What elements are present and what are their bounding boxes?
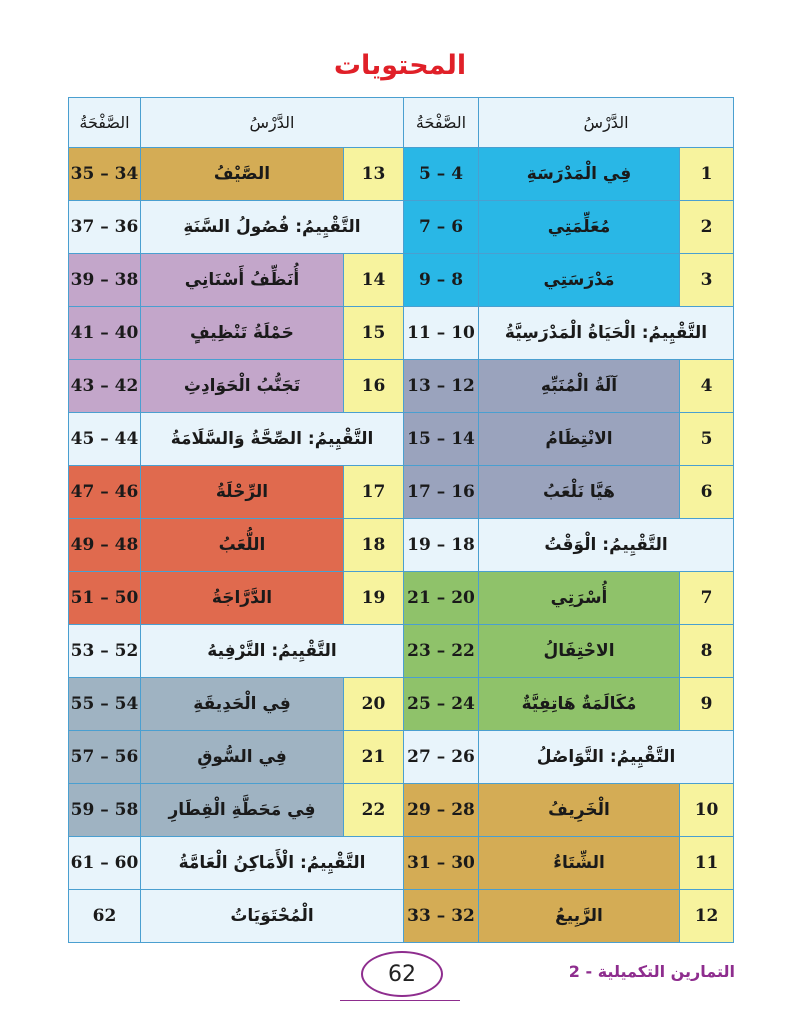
lesson-pages: 62: [69, 890, 141, 943]
footer-divider: [340, 1000, 460, 1001]
table-row: [69, 731, 734, 784]
lesson-pages: 18 – 19: [404, 519, 479, 572]
table-row: [69, 784, 734, 837]
lesson-number: 8: [680, 625, 734, 678]
header-left-lesson: الدَّرْسُ: [141, 98, 404, 148]
lesson-pages: 16 – 17: [404, 466, 479, 519]
lesson-number: 6: [680, 466, 734, 519]
lesson-title: الْمُحْتَوَيَاتُ: [141, 890, 404, 943]
lesson-title: فِي مَحَطَّةِ الْقِطَارِ: [141, 784, 344, 837]
lesson-title: التَّقْيِيمُ: الْأَمَاكِنُ الْعَامَّةُ: [141, 837, 404, 890]
lesson-number: 2: [680, 201, 734, 254]
lesson-title: التَّقْيِيمُ: التَّوَاصُلُ: [479, 731, 734, 784]
table-row: [69, 625, 734, 678]
lesson-title: الرَّبِيعُ: [479, 890, 680, 943]
book-title: التمارين التكميلية - 2: [568, 962, 735, 981]
lesson-number: 10: [680, 784, 734, 837]
lesson-title: الدَّرَّاجَةُ: [141, 572, 344, 625]
lesson-number: 15: [344, 307, 404, 360]
lesson-number: 9: [680, 678, 734, 731]
lesson-title: فِي الْمَدْرَسَةِ: [479, 148, 680, 201]
lesson-number: 7: [680, 572, 734, 625]
lesson-number: 21: [344, 731, 404, 784]
lesson-pages: 54 – 55: [69, 678, 141, 731]
table-row: [69, 148, 734, 201]
lesson-pages: 12 – 13: [404, 360, 479, 413]
lesson-pages: 20 – 21: [404, 572, 479, 625]
lesson-number: 11: [680, 837, 734, 890]
lesson-number: 18: [344, 519, 404, 572]
lesson-pages: 52 – 53: [69, 625, 141, 678]
lesson-title: هَيَّا نَلْعَبُ: [479, 466, 680, 519]
lesson-pages: 8 – 9: [404, 254, 479, 307]
lesson-title: اللُّعَبُ: [141, 519, 344, 572]
header-left-page: الصَّفْحَةُ: [69, 98, 141, 148]
table-row: [69, 307, 734, 360]
lesson-title: مَدْرَسَتِي: [479, 254, 680, 307]
lesson-number: 12: [680, 890, 734, 943]
lesson-title: التَّقْيِيمُ: التَّرْفِيهُ: [141, 625, 404, 678]
lesson-title: حَمْلَةُ تَنْظِيفٍ: [141, 307, 344, 360]
header-right-lesson: الدَّرْسُ: [479, 98, 734, 148]
table-row: [69, 519, 734, 572]
lesson-title: الاحْتِفَالُ: [479, 625, 680, 678]
lesson-title: مُعَلِّمَتِي: [479, 201, 680, 254]
lesson-pages: 24 – 25: [404, 678, 479, 731]
lesson-pages: 40 – 41: [69, 307, 141, 360]
table-row: [69, 466, 734, 519]
lesson-title: التَّقْيِيمُ: الْحَيَاةُ الْمَدْرَسِيَّةُ: [479, 307, 734, 360]
lesson-number: 5: [680, 413, 734, 466]
lesson-title: الرِّحْلَةُ: [141, 466, 344, 519]
lesson-number: 3: [680, 254, 734, 307]
lesson-number: 22: [344, 784, 404, 837]
lesson-title: آلَةُ الْمُنَبِّهِ: [479, 360, 680, 413]
lesson-number: 13: [344, 148, 404, 201]
lesson-title: مُكَالَمَةٌ هَاتِفِيَّةٌ: [479, 678, 680, 731]
lesson-pages: 38 – 39: [69, 254, 141, 307]
lesson-title: الصَّيْفُ: [141, 148, 344, 201]
lesson-pages: 50 – 51: [69, 572, 141, 625]
lesson-title: التَّقْيِيمُ: الْوَقْتُ: [479, 519, 734, 572]
lesson-number: 19: [344, 572, 404, 625]
table-row: [69, 572, 734, 625]
page-number-badge: 62: [361, 951, 443, 997]
page-title: المحتويات: [333, 50, 467, 81]
lesson-title: فِي السُّوقِ: [141, 731, 344, 784]
lesson-title: الانْتِظَامُ: [479, 413, 680, 466]
table-row: [69, 837, 734, 890]
lesson-pages: 36 – 37: [69, 201, 141, 254]
lesson-pages: 34 – 35: [69, 148, 141, 201]
lesson-title: أُسْرَتِي: [479, 572, 680, 625]
lesson-pages: 30 – 31: [404, 837, 479, 890]
lesson-pages: 26 – 27: [404, 731, 479, 784]
lesson-title: الشِّتَاءُ: [479, 837, 680, 890]
table-row: [69, 201, 734, 254]
lesson-pages: 46 – 47: [69, 466, 141, 519]
lesson-pages: 22 – 23: [404, 625, 479, 678]
lesson-number: 17: [344, 466, 404, 519]
table-row: [69, 678, 734, 731]
lesson-pages: 14 – 15: [404, 413, 479, 466]
lesson-number: 14: [344, 254, 404, 307]
table-row: [69, 254, 734, 307]
lesson-number: 20: [344, 678, 404, 731]
table-row: [69, 360, 734, 413]
lesson-pages: 42 – 43: [69, 360, 141, 413]
lesson-pages: 58 – 59: [69, 784, 141, 837]
lesson-number: 4: [680, 360, 734, 413]
header-right-page: الصَّفْحَةُ: [404, 98, 479, 148]
lesson-pages: 4 – 5: [404, 148, 479, 201]
table-row: [69, 413, 734, 466]
lesson-title: التَّقْيِيمُ: فُصُولُ السَّنَةِ: [141, 201, 404, 254]
lesson-title: الْخَرِيفُ: [479, 784, 680, 837]
lesson-pages: 44 – 45: [69, 413, 141, 466]
lesson-pages: 60 – 61: [69, 837, 141, 890]
lesson-title: التَّقْيِيمُ: الصِّحَّةُ وَالسَّلَامَةُ: [141, 413, 404, 466]
lesson-pages: 48 – 49: [69, 519, 141, 572]
table-header-row: [69, 98, 734, 148]
lesson-pages: 32 – 33: [404, 890, 479, 943]
lesson-number: 1: [680, 148, 734, 201]
contents-table: [68, 97, 734, 943]
lesson-pages: 10 – 11: [404, 307, 479, 360]
lesson-title: أُنَظِّفُ أَسْنَانِي: [141, 254, 344, 307]
lesson-pages: 6 – 7: [404, 201, 479, 254]
lesson-pages: 56 – 57: [69, 731, 141, 784]
lesson-title: فِي الْحَدِيقَةِ: [141, 678, 344, 731]
lesson-title: تَجَنُّبُ الْحَوَادِثِ: [141, 360, 344, 413]
lesson-number: 16: [344, 360, 404, 413]
lesson-pages: 28 – 29: [404, 784, 479, 837]
table-row: [69, 890, 734, 943]
